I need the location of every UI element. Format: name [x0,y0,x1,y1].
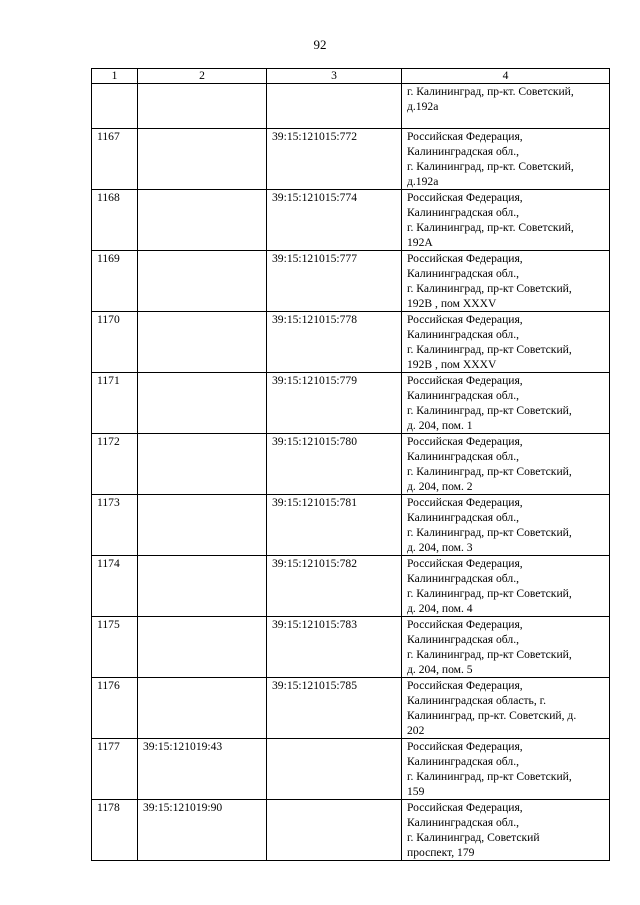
address-cell [402,251,610,312]
address-line: Калининградская обл., [407,206,519,219]
address-cell [402,678,610,739]
cadastral-number-cell [267,84,402,129]
column-2-cell [138,495,267,556]
column-2-cell: 39:15:121019:90 [138,800,267,861]
address-line: г. Калининград, пр-кт Советский, [407,343,572,356]
cadastral-number-cell [267,739,402,800]
column-2-cell [138,84,267,129]
address-line: Калининградская обл., [407,511,519,524]
table-row [92,739,610,800]
table-row [92,373,610,434]
address-line: г. Калининград, пр-кт Советский, [407,404,572,417]
page-number: 92 [313,37,327,52]
address-line: г. Калининград, пр-кт Советский, [407,282,572,295]
address-line: Калининградская обл., [407,816,519,829]
address-cell [402,84,610,129]
row-number-cell: 1171 [92,373,138,434]
address-cell [402,434,610,495]
address-line: Российская Федерация, [407,557,523,570]
address-line: Российская Федерация, [407,191,523,204]
address-line: 192А [407,236,433,249]
registry-table [91,68,610,861]
table-row [92,129,610,190]
address-cell [402,495,610,556]
column-2-cell [138,251,267,312]
cadastral-number-cell: 39:15:121015:779 [267,373,402,434]
address-line: Российская Федерация, [407,313,523,326]
table-row [92,190,610,251]
address-line: г. Калининград, пр-кт Советский, [407,465,572,478]
address-line: д.192а [407,175,439,188]
cadastral-number-cell: 39:15:121015:785 [267,678,402,739]
address-line: проспект, 179 [407,846,475,859]
row-number-cell: 1170 [92,312,138,373]
row-number-cell [92,84,138,129]
cadastral-number-cell: 39:15:121015:778 [267,312,402,373]
address-line: д. 204, пом. 1 [407,419,473,432]
cadastral-number-cell: 39:15:121015:780 [267,434,402,495]
address-line: д. 204, пом. 5 [407,663,473,676]
row-number-cell: 1175 [92,617,138,678]
address-line: Калининград, пр-кт. Советский, д. [407,709,577,722]
address-line: г. Калининград, пр-кт. Советский, [407,160,574,173]
address-line: Российская Федерация, [407,435,523,448]
address-line: Российская Федерация, [407,130,523,143]
column-header-1: 1 [92,69,138,84]
address-line: г. Калининград, пр-кт. Советский, [407,221,574,234]
column-2-cell [138,312,267,373]
row-number-cell: 1174 [92,556,138,617]
column-header-3: 3 [267,69,402,84]
address-cell [402,617,610,678]
address-line: г. Калининград, пр-кт Советский, [407,770,572,783]
cadastral-number-cell: 39:15:121015:772 [267,129,402,190]
address-line: Калининградская обл., [407,450,519,463]
address-line: 159 [407,785,425,798]
column-2-cell [138,556,267,617]
address-line: Калининградская обл., [407,328,519,341]
row-number-cell: 1176 [92,678,138,739]
address-line: Российская Федерация, [407,618,523,631]
row-number-cell: 1167 [92,129,138,190]
address-line: д. 204, пом. 2 [407,480,473,493]
row-number-cell: 1168 [92,190,138,251]
column-2-cell [138,373,267,434]
address-line: Калининградская обл., [407,267,519,280]
cadastral-number-cell [267,800,402,861]
address-line: 202 [407,724,425,737]
address-line: д. 204, пом. 4 [407,602,473,615]
table-header [92,69,610,84]
table-row [92,434,610,495]
column-2-cell [138,678,267,739]
address-cell [402,739,610,800]
address-line: Калининградская область, г. [407,694,546,707]
row-number-cell: 1172 [92,434,138,495]
address-line: 192В , пом XXXV [407,358,497,371]
column-header-4: 4 [402,69,610,84]
table-row [92,84,610,129]
address-line: г. Калининград, пр-кт. Советский, [407,85,574,98]
address-line: Калининградская обл., [407,389,519,402]
column-2-cell [138,617,267,678]
address-cell [402,800,610,861]
table-row [92,556,610,617]
address-line: Российская Федерация, [407,679,523,692]
address-line: д.192а [407,100,439,113]
address-line: Российская Федерация, [407,801,523,814]
row-number-cell: 1169 [92,251,138,312]
address-line: г. Калининград, Советский [407,831,540,844]
cadastral-number-cell: 39:15:121015:781 [267,495,402,556]
table-row [92,251,610,312]
address-cell [402,190,610,251]
address-line: Калининградская обл., [407,145,519,158]
address-line: Калининградская обл., [407,572,519,585]
address-line: г. Калининград, пр-кт Советский, [407,648,572,661]
address-line: Российская Федерация, [407,740,523,753]
row-number-cell: 1177 [92,739,138,800]
table-row [92,312,610,373]
column-header-2: 2 [138,69,267,84]
address-line: г. Калининград, пр-кт Советский, [407,587,572,600]
row-number-cell: 1173 [92,495,138,556]
address-cell [402,312,610,373]
cadastral-number-cell: 39:15:121015:783 [267,617,402,678]
table-row [92,495,610,556]
address-cell [402,373,610,434]
cadastral-number-cell: 39:15:121015:777 [267,251,402,312]
column-2-cell [138,129,267,190]
address-line: д. 204, пом. 3 [407,541,473,554]
address-line: Российская Федерация, [407,252,523,265]
address-line: 192В , пом XXXV [407,297,497,310]
address-line: г. Калининград, пр-кт Советский, [407,526,572,539]
table-row [92,800,610,861]
address-line: Калининградская обл., [407,633,519,646]
table-row [92,678,610,739]
table-body [92,84,610,861]
address-line: Российская Федерация, [407,374,523,387]
column-2-cell [138,434,267,495]
column-2-cell [138,190,267,251]
address-line: Калининградская обл., [407,755,519,768]
cadastral-number-cell: 39:15:121015:782 [267,556,402,617]
address-cell [402,129,610,190]
table-row [92,617,610,678]
column-2-cell: 39:15:121019:43 [138,739,267,800]
address-cell [402,556,610,617]
header-row [92,69,610,84]
row-number-cell: 1178 [92,800,138,861]
cadastral-number-cell: 39:15:121015:774 [267,190,402,251]
address-line: Российская Федерация, [407,496,523,509]
